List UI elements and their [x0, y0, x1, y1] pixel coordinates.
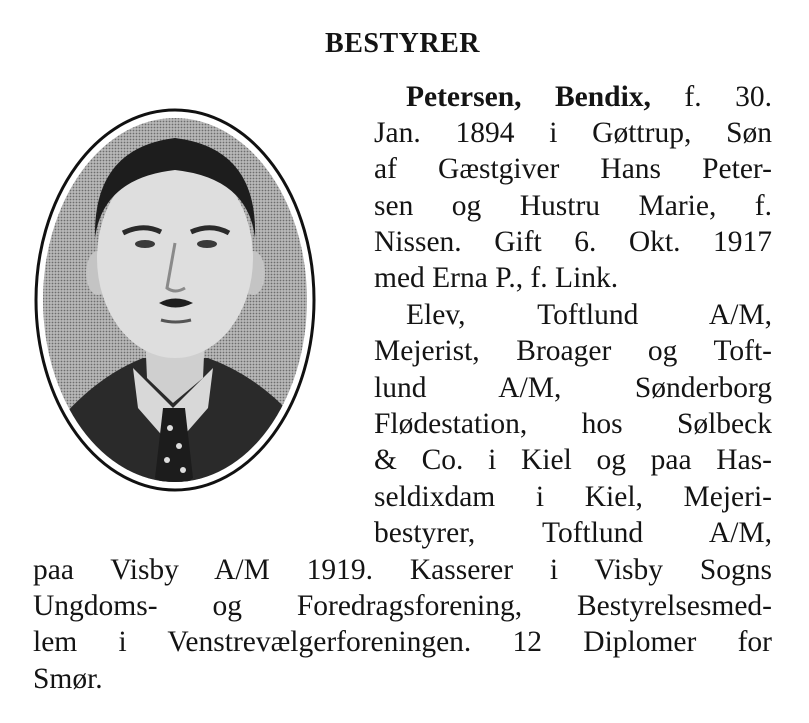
- entry-line-5: Nissen. Gift 6. Okt. 1917: [374, 226, 772, 258]
- entry-line-8: Mejerist, Broager og Toft-: [374, 335, 772, 367]
- entry-line-10: Flødestation, hos Sølbeck: [374, 408, 772, 440]
- entry-line-6: med Erna P., f. Link.: [374, 262, 619, 294]
- entry-line-4: sen og Hustru Marie, f.: [374, 190, 772, 222]
- entry-line-7: Elev, Toftlund A/M,: [406, 299, 772, 331]
- entry-text: f. 30.: [650, 81, 773, 113]
- portrait-photo: [33, 108, 317, 493]
- entry-line-13: bestyrer, Toftlund A/M,: [374, 517, 772, 549]
- entry-line-16: lem i Venstrevælgerforeningen. 12 Diplomer for: [33, 626, 772, 658]
- entry-name: Petersen, Bendix,: [406, 81, 651, 113]
- entry-line-17: Smør.: [33, 663, 103, 695]
- entry-line-3: af Gæstgiver Hans Peter-: [374, 153, 772, 185]
- entry-line-2: Jan. 1894 i Gøttrup, Søn: [374, 117, 772, 149]
- section-heading: [0, 28, 809, 60]
- entry-line-14: paa Visby A/M 1919. Kasserer i Visby Sogns: [33, 554, 772, 586]
- heading-text: BESTYRER: [325, 28, 480, 59]
- entry-line-9: lund A/M, Sønderborg: [374, 372, 772, 404]
- entry-line-15: Ungdoms- og Foredragsforening, Bestyrelsesmed-: [33, 590, 772, 622]
- entry-line-12: seldixdam i Kiel, Mejeri-: [374, 481, 772, 513]
- entry-line-11: & Co. i Kiel og paa Has-: [374, 444, 772, 476]
- entry-line-1: [374, 79, 772, 115]
